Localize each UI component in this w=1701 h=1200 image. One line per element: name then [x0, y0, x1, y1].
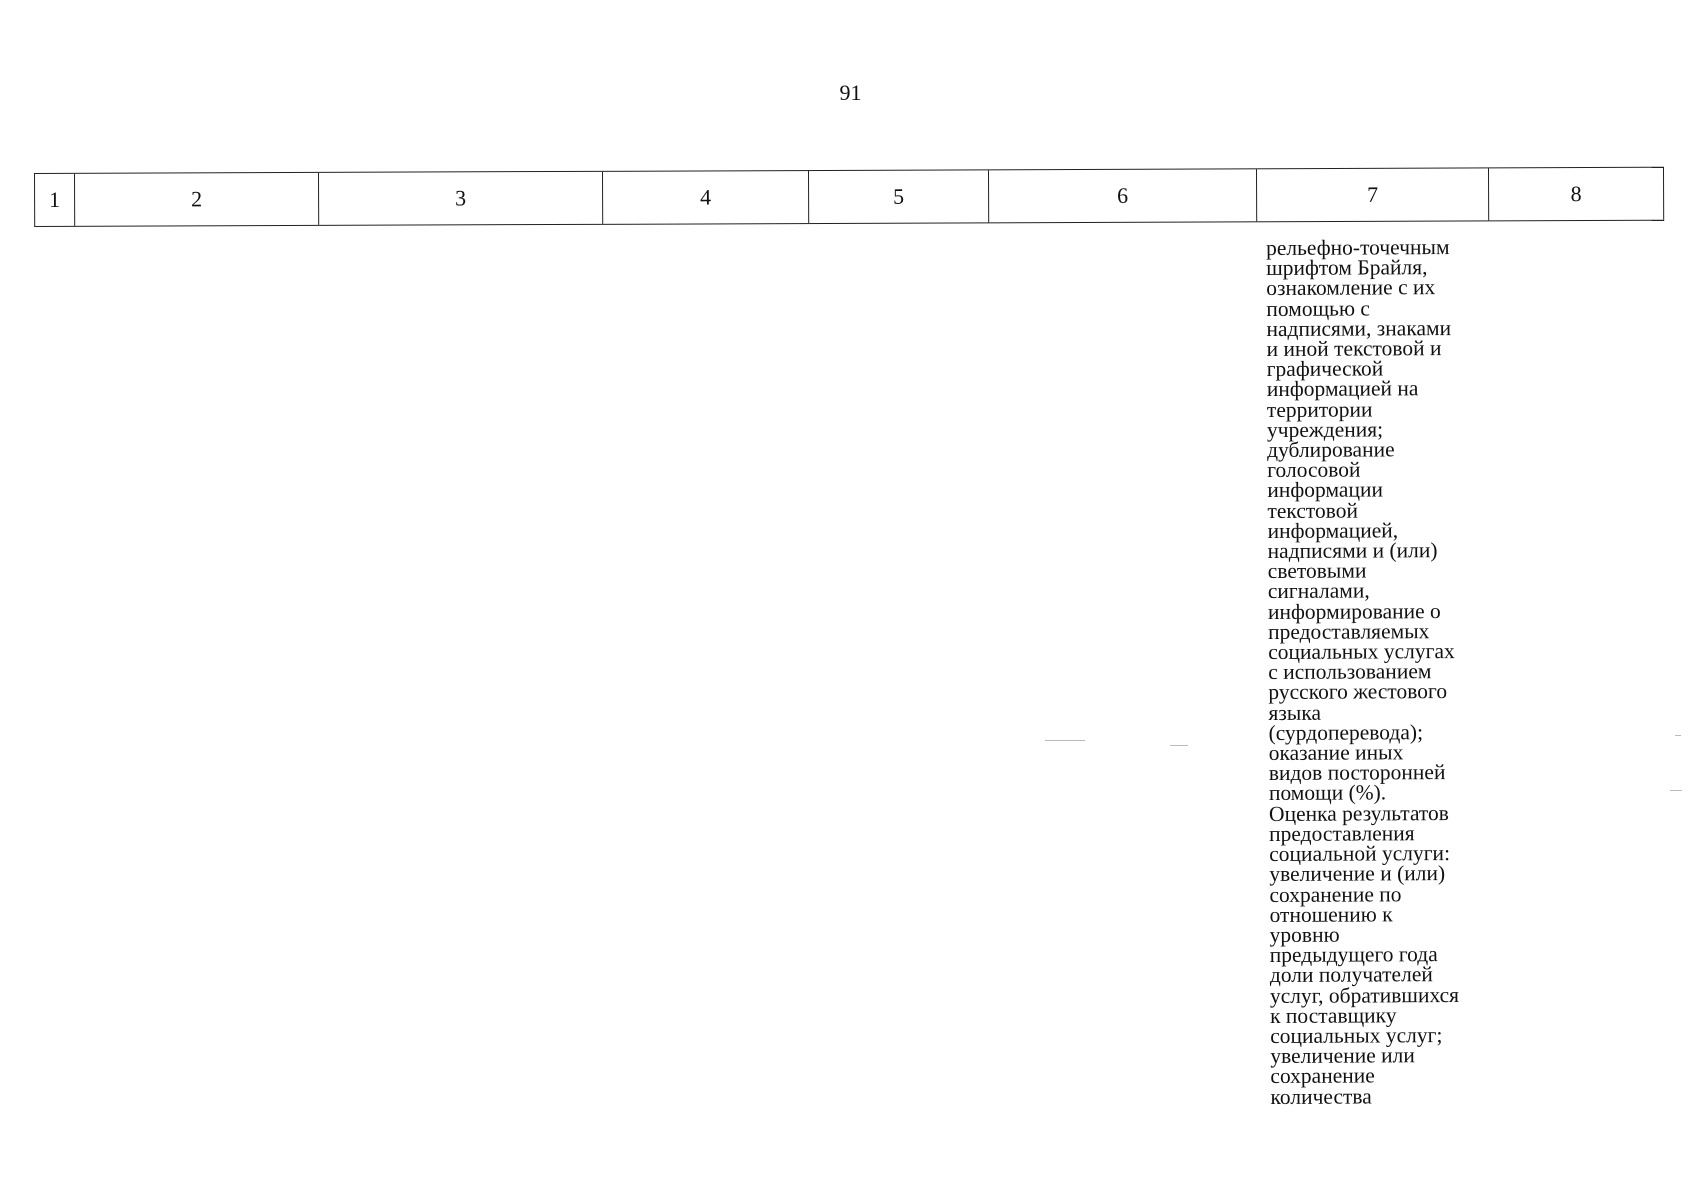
text-line: территории — [1266, 397, 1373, 422]
text-line: световыми — [1267, 558, 1367, 584]
text-line: уровню — [1269, 922, 1340, 947]
text-line: отношению к — [1269, 902, 1393, 927]
text-line: учреждения; — [1266, 417, 1384, 442]
text-line: русского жестового — [1268, 679, 1448, 705]
text-line: к поставщику — [1270, 1003, 1397, 1028]
text-line: социальных услуг; — [1270, 1023, 1443, 1048]
column-header-5: 5 — [808, 170, 988, 223]
column-header-7: 7 — [1256, 168, 1488, 221]
text-line: видов посторонней — [1268, 760, 1446, 786]
text-line: сохранение — [1270, 1063, 1375, 1089]
text-line: доли получателей — [1269, 962, 1433, 988]
text-line: информирование о — [1267, 598, 1441, 624]
column-header-6: 6 — [988, 169, 1256, 222]
text-line: информацией на — [1266, 376, 1419, 402]
column-header-2: 2 — [74, 173, 318, 226]
scan-speck — [1675, 735, 1681, 736]
text-line: количества — [1270, 1083, 1372, 1109]
text-line: увеличение и (или) — [1269, 861, 1446, 887]
text-line: шрифтом Брайля, — [1266, 255, 1428, 281]
text-line: Оценка результатов — [1268, 800, 1449, 826]
text-line: надписями и (или) — [1267, 538, 1438, 564]
text-line: социальных услугах — [1268, 639, 1455, 665]
scan-speck — [1045, 740, 1085, 741]
page-number: 91 — [839, 80, 862, 105]
text-line: предоставляемых — [1267, 619, 1430, 644]
text-line: информацией, — [1267, 518, 1399, 543]
text-line: помощью с — [1266, 296, 1370, 321]
table-header-row — [34, 167, 1664, 227]
text-line: и иной текстовой и — [1266, 336, 1442, 362]
text-line: услуг, обратившихся — [1269, 982, 1460, 1008]
text-line: с использованием — [1268, 659, 1432, 685]
text-line: предоставления — [1269, 821, 1415, 846]
text-line: сохранение по — [1269, 881, 1402, 907]
text-line: текстовой — [1267, 498, 1359, 523]
text-line: графической — [1266, 356, 1384, 382]
text-line: помощи (%). — [1268, 780, 1387, 806]
text-line: дублирование — [1267, 437, 1395, 463]
text-line: социальной услуги: — [1269, 841, 1451, 867]
scan-speck — [1670, 790, 1682, 791]
column-header-8: 8 — [1488, 168, 1664, 221]
text-line: рельефно-точечным — [1265, 235, 1450, 260]
text-line: (сурдоперевода); — [1268, 720, 1424, 745]
text-line: ознакомление с их — [1266, 275, 1436, 301]
text-line: оказание иных — [1268, 740, 1404, 766]
text-line: языка — [1268, 700, 1322, 725]
text-line: информации — [1267, 477, 1384, 503]
text-line: голосовой — [1267, 457, 1361, 483]
column-header-3: 3 — [318, 172, 602, 225]
column-7-body-text — [1266, 237, 1511, 1107]
column-header-1: 1 — [34, 174, 74, 226]
text-line: предыдущего года — [1269, 942, 1438, 968]
text-line: сигналами, — [1267, 578, 1370, 604]
column-header-4: 4 — [602, 171, 808, 224]
text-line: увеличение или — [1270, 1043, 1415, 1069]
text-line: надписями, знаками — [1266, 315, 1452, 341]
scan-speck — [1170, 745, 1188, 746]
